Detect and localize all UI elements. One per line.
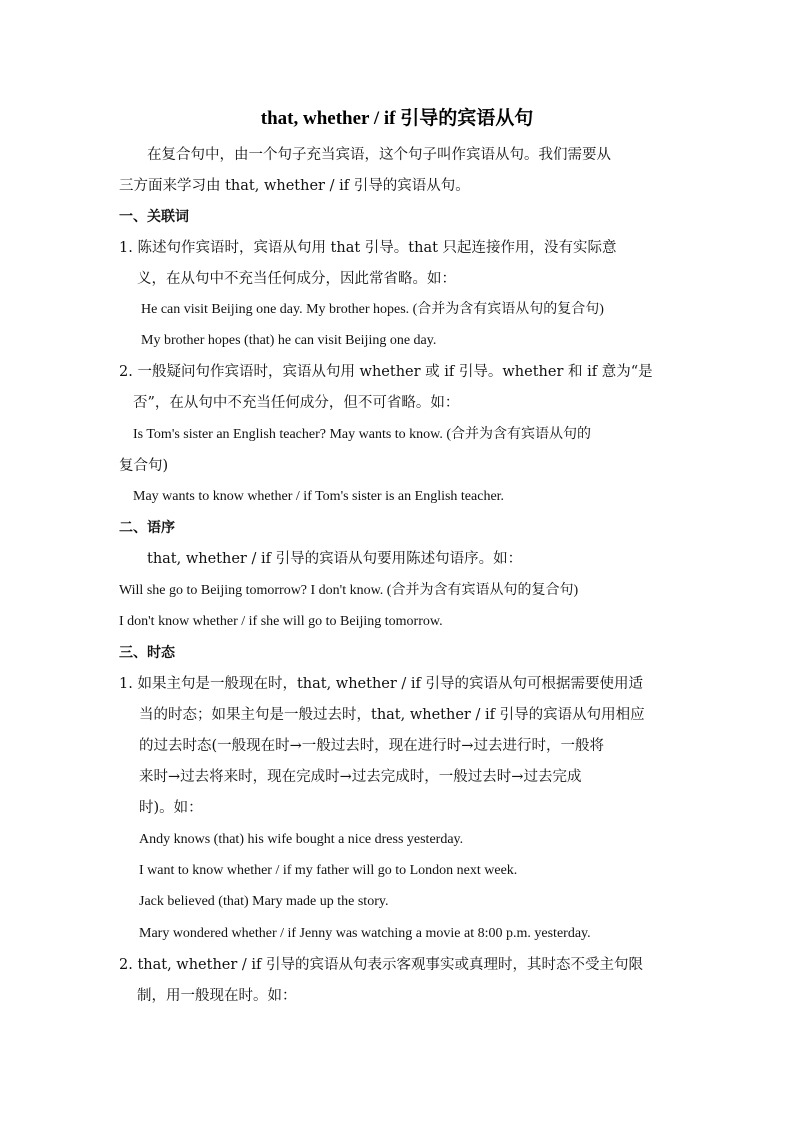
s3-item1-line-5: 时)。如：: [139, 800, 203, 816]
section-heading-tense: 三、时态: [119, 645, 175, 661]
s2-example-1: Will she go to Beijing tomorrow? I don't know. (合并为含有宾语从句的复合句): [119, 583, 579, 598]
s3-item1-line-1: 1. 如果主句是一般现在时，that, whether / if 引导的宾语从句可根据需要使用适: [119, 676, 644, 692]
s1-item2-line-1: 2. 一般疑问句作宾语时，宾语从句用 whether 或 if 引导。whether 和 if 意为“是: [119, 364, 653, 380]
section-heading-word-order: 二、语序: [119, 520, 175, 536]
s1-item1-line-1: 1. 陈述句作宾语时，宾语从句用 that 引导。that 只起连接作用，没有实际意: [119, 240, 617, 256]
s3-example-4: Mary wondered whether / if Jenny was watching a movie at 8:00 p.m. yesterday.: [139, 926, 591, 941]
s1-item1-line-2: 义，在从句中不充当任何成分，因此常省略。如：: [137, 271, 456, 287]
s1-item1-example-2: My brother hopes (that) he can visit Beijing one day.: [141, 333, 437, 348]
s1-item2-example-1: Is Tom's sister an English teacher? May wants to know. (合并为含有宾语从句的: [133, 427, 592, 442]
s3-item2-line-2: 制，用一般现在时。如：: [137, 988, 297, 1004]
intro-line-1: 在复合句中，由一个句子充当宾语，这个句子叫作宾语从句。我们需要从: [147, 147, 611, 163]
s3-example-3: Jack believed (that) Mary made up the story.: [139, 894, 389, 909]
s3-item1-line-2: 当的时态；如果主句是一般过去时，that, whether / if 引导的宾语从句用相应: [139, 707, 645, 723]
section-heading-connectives: 一、关联词: [119, 209, 189, 225]
s3-item1-line-4: 来时→过去将来时，现在完成时→过去完成时，一般过去时→过去完成: [139, 769, 582, 785]
s3-item1-line-3: 的过去时态(一般现在时→一般过去时，现在进行时→过去进行时，一般将: [139, 738, 604, 754]
s1-item2-example-2: May wants to know whether / if Tom's sister is an English teacher.: [133, 489, 505, 504]
page-title: that, whether / if 引导的宾语从句: [260, 108, 534, 129]
s2-text: that, whether / if 引导的宾语从句要用陈述句语序。如：: [147, 551, 523, 567]
s3-example-1: Andy knows (that) his wife bought a nice dress yesterday.: [139, 832, 464, 847]
s1-item2-example-1-cont: 复合句): [119, 458, 169, 474]
intro-line-2: 三方面来学习由 that, whether / if 引导的宾语从句。: [119, 178, 470, 194]
s1-item2-line-2: 否”，在从句中不充当任何成分，但不可省略。如：: [133, 395, 460, 411]
s1-item1-example-1: He can visit Beijing one day. My brother hopes. (合并为含有宾语从句的复合句): [141, 302, 604, 317]
s2-example-2: I don't know whether / if she will go to Beijing tomorrow.: [119, 614, 443, 629]
s3-item2-line-1: 2. that, whether / if 引导的宾语从句表示客观事实或真理时，其时态不受主句限: [119, 957, 644, 973]
s3-example-2: I want to know whether / if my father will go to London next week.: [139, 863, 518, 878]
